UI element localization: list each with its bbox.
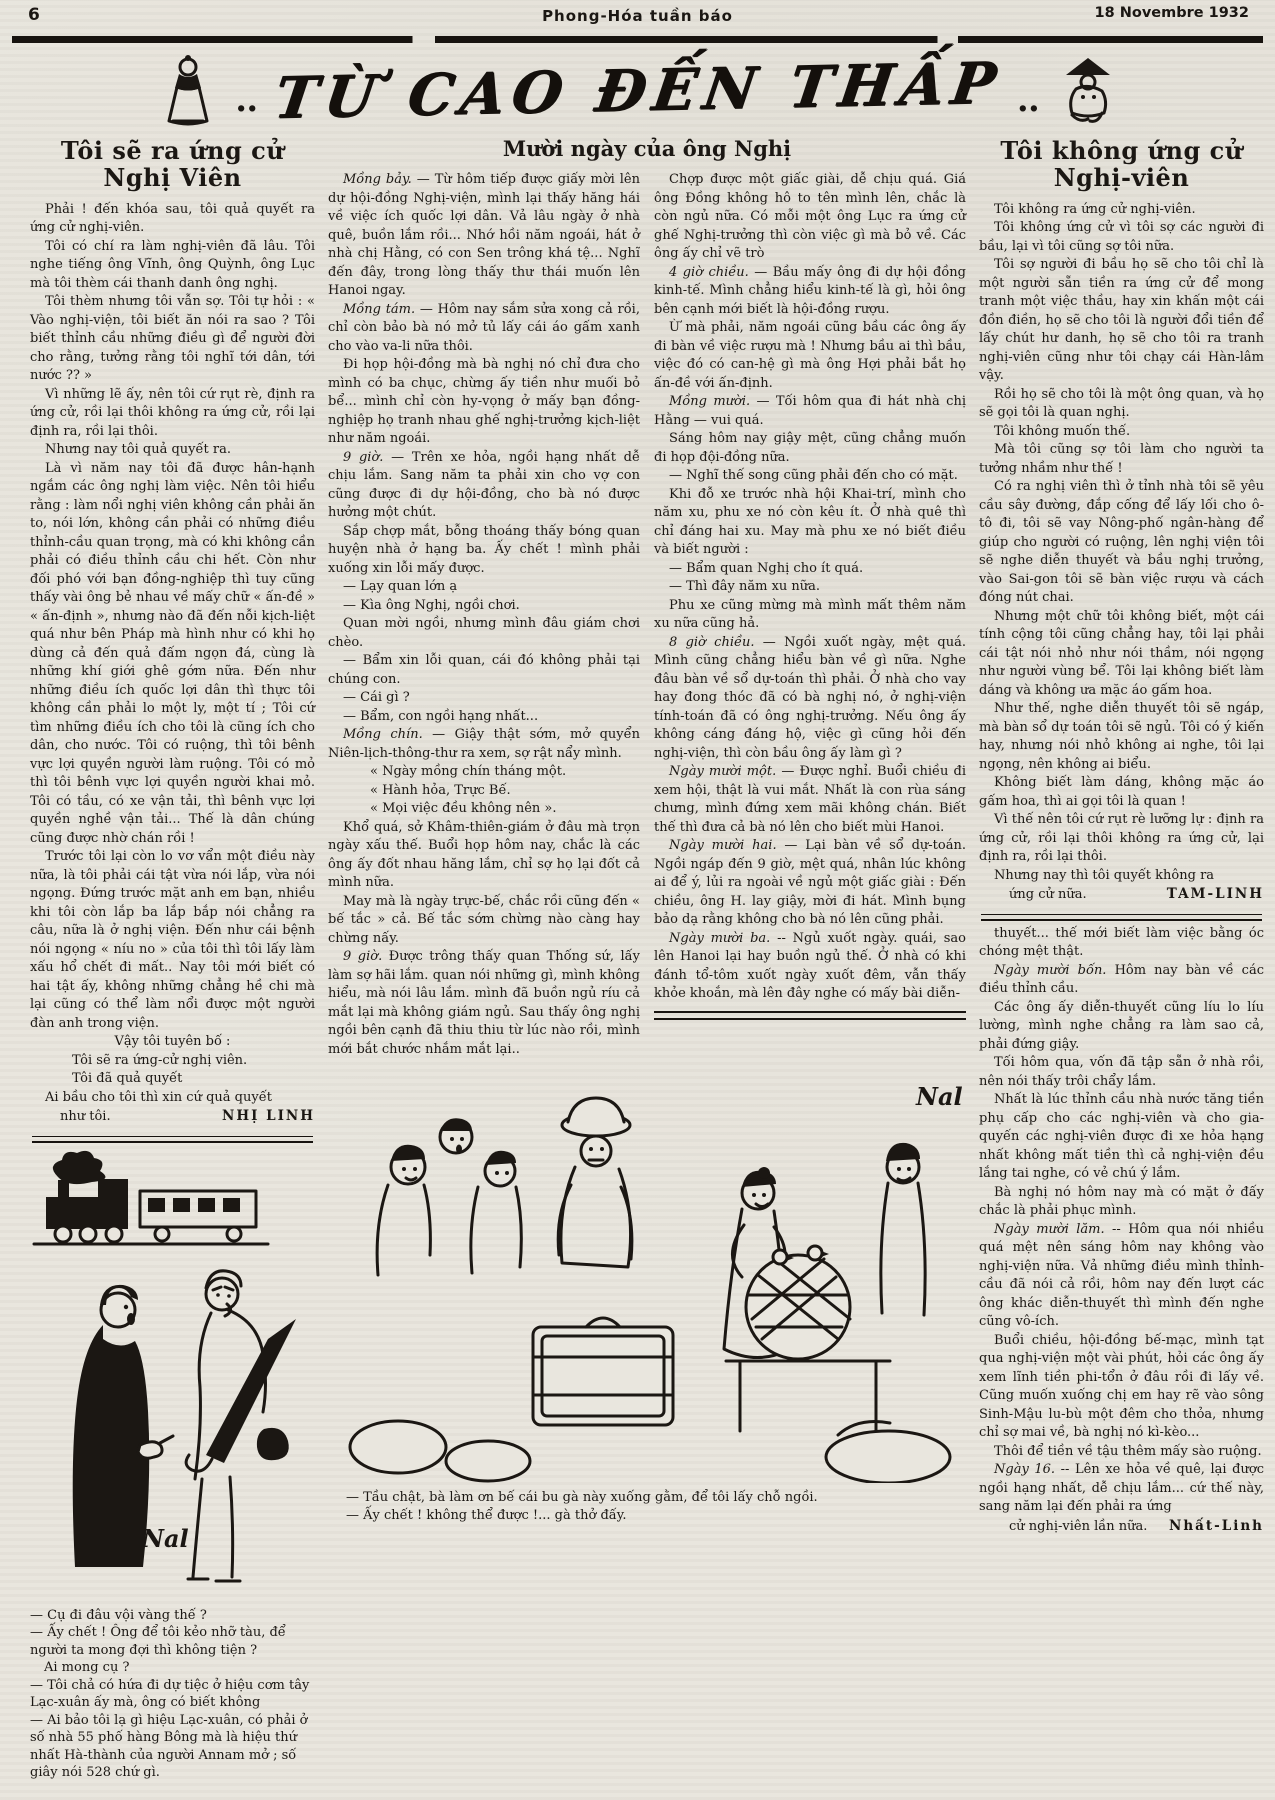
caption-line: — Ấy chết ! Ông để tôi kẻo nhỡ tàu, để người ta mong đợi thì không tiện ? (30, 1625, 286, 1658)
page-number: 6 (28, 5, 40, 25)
diary-entry: Ngày mười một. — Được nghỉ. Buổi chiều đi xem hội, thật là vui mắt. Nhất là con rùa sáng chưng, mình đứng xem mãi không chán. Biết thế thì đưa cả bà nó lên cho biết mùi Hanoi. (654, 764, 966, 835)
paragraph: Không biết làm dáng, không mặc áo gấm hoa, thì ai gọi tôi là quan ! (979, 775, 1264, 809)
paragraph: Tôi thèm nhưng tôi vẫn sợ. Tôi tự hỏi : « Vào nghị-viện, tôi biết ăn nói ra sao ? Tôi biết thỉnh cầu những điều gì để người đời cho rằng, tưởng rằng tôi nghĩ tới dân, tới nước ?? » (30, 294, 315, 384)
diary-entry: Khi đỗ xe trước nhà hội Khai-trí, mình cho năm xu, phu xe nó còn kêu ít. Ở nhà quê thì chỉ đáng hai xu. May mà phu xe nó biết điều và biết người : (654, 486, 966, 557)
diary-entry: — Cái gì ? (343, 690, 410, 705)
paragraph: Phải ! đến khóa sau, tôi quả quyết ra ứng cử nghị-viên. (30, 201, 315, 236)
paragraph-tail: như tôi. (60, 1109, 111, 1125)
paragraph: Tôi không ứng cử vì tôi sợ các người đi bầu, lại vì tôi cũng sợ tôi nữa. (979, 220, 1264, 254)
middle-text-columns (328, 171, 966, 1059)
caption-line: — Tôi chả có hứa đi dự tiệc ở hiệu cơm tây Lạc-xuân ấy mà, ông có biết không (30, 1677, 310, 1711)
left-article-title (30, 138, 315, 192)
paragraph: Rồi họ sẽ cho tôi là một ông quan, và họ sẽ gọi tôi là quan nghị. (979, 386, 1264, 421)
paragraph: Tôi không ra ứng cử nghị-viên. (994, 201, 1196, 217)
section-divider (32, 1136, 313, 1143)
diary-entry: Đi họp hội-đồng mà bà nghị nó chỉ đưa cho mình có ba chục, chừng ấy tiền như muối bỏ bể... mình chỉ còn hy-vọng ở mấy bạn đồng-nghiệp họ tranh nhau ghế nghị-trưởng kịch-liệt như năm ngoái. (328, 357, 640, 446)
author-signature: Nhất-Linh (1169, 1517, 1264, 1534)
diary-entry: 9 giờ. Được trông thấy quan Thống sứ, lấy làm sợ hãi lắm. quan nói những gì, mình không hiểu, mà nói lâu lắm. mình đã buồn ngủ ríu cả mắt lại mà không giám ngủ. Sau thấy ông nghị ngồi bên cạnh đã thiu thiu từ lúc nào rồi, mình mới bắt chước nhắm mắt lại.. (328, 949, 640, 1057)
diary-entry: « Hành hỏa, Trực Bế. (370, 782, 511, 798)
paragraph-tail: ứng cử nữa. (1009, 887, 1087, 903)
caption-line: — Ai bảo tôi lạ gì hiệu Lạc-xuân, có phải ở số nhà 55 phố hàng Bông mà là hiệu thứ nhất Hà-thành của người Annam mở ; số giây nói 528 chứ gì. (30, 1712, 308, 1781)
diary-entry: Tối hôm qua, vốn đã tập sẵn ở nhà rồi, nên nói thấy trôi chẩy lắm. (979, 1055, 1264, 1089)
section-divider (981, 914, 1262, 921)
title-line: Nghị Viên (103, 162, 242, 192)
middle-subcolumn-1 (328, 171, 640, 1059)
diary-entry: thuyết... thế mới biết làm việc bằng óc chóng mệt thật. (979, 925, 1264, 960)
banner-right-figure-illustration (1058, 55, 1118, 125)
diary-entry: Ngày mười bốn. Hôm nay bàn về các điều thỉnh cầu. (979, 962, 1264, 997)
diary-entry: — Nghĩ thế song cũng phải đến cho có mặt. (669, 468, 958, 483)
diary-entry: Chợp được một giấc giài, dễ chịu quá. Giá ông Đồng không hô to tên mình lên, chắc là còn ngủ nữa. Có mỗi một ông Lục ra ứng cử ghế Nghị-trưởng thì còn việc gì mà bỏ về. Các ông ấy chỉ vẽ trò (654, 172, 966, 261)
diary-entry: — Bẩm xin lỗi quan, cái đó không phải tại chúng con. (328, 653, 640, 687)
middle-article (328, 136, 966, 1782)
diary-entry: Ừ mà phải, năm ngoái cũng bầu các ông ấy đi bàn về việc rượu mà ! Nhưng bầu ai thì bầu, việc đó có can-hệ gì mà ông Hợi phải bắt họ ấn-đề với ấn-định. (654, 320, 966, 391)
middle-cartoon-illustration (328, 1075, 966, 1483)
diary-entry: Sáng hôm nay giậy mệt, cũng chẳng muốn đi họp đội-đồng nữa. (654, 431, 966, 465)
paragraph: Như thế, nghe diễn thuyết tôi sẽ ngáp, mà bàn sổ dự toán tôi sẽ ngủ. Tôi có ý kiến hay, nhưng nói nhỏ không ai nghe, tôi lại ngọng, nên không ai biểu. (979, 701, 1264, 772)
cartoon-signature: Nal (142, 1523, 189, 1553)
signature-line (979, 1517, 1264, 1537)
diary-entry: — Lạy quan lớn ạ (343, 579, 458, 594)
feature-banner (0, 48, 1275, 132)
paragraph: Nhưng nay tôi quả quyết ra. (45, 442, 231, 458)
signature-line (30, 1107, 315, 1127)
diary-entry: « Ngày mồng chín tháng một. (370, 764, 567, 779)
column-end-rule (654, 1011, 966, 1020)
paragraph: Trước tôi lại còn lo vơ vẩn một điều này nữa, là tôi phải cái tật vừa nói lắp, vừa nói ngọng. Đứng trước mặt anh em bạn, nhiều khi tôi còn lắp ba lắp bắp nói chẳng ra câu, nữa là ở nghị viện. Đến như cái bệnh nói ngọng « níu no » của tôi thì tôi lấy làm xấu hổ chết đi mất.. Nay tôi mới biết có hai tật ấy, không những chẳng hề chi mà lại cũng có thể làm nổi được một người đàn anh trong viện. (30, 849, 315, 1031)
left-cartoon-illustration (30, 1147, 315, 1599)
middle-article-title: Mười ngày của ông Nghị (502, 136, 792, 161)
diary-entry: Ngày mười ba. -- Ngủ xuốt ngày. quái, sao lên Hanoi lại hay buồn ngủ thế. Ở nhà có khi đánh tổ-tôm xuốt ngày xuốt đêm, vẫn thấy khỏe khoắn, mà lên đây nghe có mấy bài diễn- (654, 930, 966, 1001)
declaration-line: Tôi sẽ ra ứng-cử nghị viên. (72, 1052, 248, 1068)
author-signature: TAM-LINH (1166, 886, 1264, 903)
diary-entry: — Bẩm quan Nghị cho ít quá. (669, 560, 864, 576)
cartoon-signature: Nal (916, 1082, 963, 1111)
diary-entry: Mồng mười. — Tối hôm qua đi hát nhà chị Hằng — vui quá. (654, 394, 966, 428)
diary-entry: Mồng bảy. — Từ hôm tiếp được giấy mời lên dự hội-đồng Nghị-viện, mình lại thấy hăng hái về việc ích quốc lợi dân. Vả lâu ngày ở nhà quê, buồn lắm rồi... Nhớ hồi năm ngoái, hát ở nhà chị Hằng, có con Sen trông khá tệ... Nghĩ đến đây, trong lòng thấy thư thái muốn lên Hanoi ngay. (328, 172, 640, 298)
diary-entry: Ngày mười hai. — Lại bàn về sổ dự-toán. Ngồi ngáp đến 9 giờ, mệt quá, nhân lúc không ai để ý, lủi ra ngoài về ngủ một giấc giài : Đến chiều, ông H. lay giậy, mời đi hát. Mình bụng bảo dạ rằng không cho bà nó lên cũng phải. (654, 838, 966, 927)
banner-dots-left: ‥ (235, 80, 261, 120)
diary-entry: May mà là ngày trực-bế, chắc rồi cũng đến « bế tắc » cả. Bế tắc sớm chừng nào càng hay chừng nấy. (328, 893, 640, 946)
diary-entry: 8 giờ chiều. — Ngồi xuốt ngày, mệt quá. Mình cũng chẳng hiểu bàn về gì nữa. Nghe đâu bàn về sổ dự-toán thì phải. Ở nhà cho vay hay đong thóc đã có bà nghị nó, ở nghị-viện tính-toán đã có ông nghị-trưởng. Nếu ông ấy không cáng đáng hộ, việc gì cũng hỏi đến nghị-viện, thì còn bầu ông ấy làm gì ? (654, 634, 966, 761)
left-article (30, 136, 315, 1782)
paragraph: Nhưng nay thì tôi quyết không ra (994, 867, 1215, 883)
diary-entry: — Thì đây năm xu nữa. (669, 579, 821, 594)
declaration-line: Vậy tôi tuyên bố : (114, 1034, 231, 1050)
diary-entry: « Mọi việc đều không nên ». (370, 801, 557, 816)
author-signature: NHỊ LINH (221, 1108, 315, 1125)
paragraph: Là vì năm nay tôi đã được hân-hạnh ngắm các ông nghị làm việc. Nên tôi hiểu rằng : làm nổi nghị viên không cần phải ăn to, nói lớn, không cần phải có những điều thỉnh-cầu quan trọng, mà có khi không cần phải có điều thỉnh cầu chi hết. Còn như đối phó với bạn đồng-nghiệp thì tuy cũng thấy vài ông bẻ nhau về mấy chữ « ấn-đề » « ấn-định », nhưng nào đã đến nỗi kịch-liệt quá như bên Pháp mà hình như có khi họ dùng cả đến quả đấm ngọn đá, cùng là những khí giới ghê gớm nữa. Đến như những điều ích quốc lợi dân thì thực tôi không cần phải lo một ly, một tí ; Tôi cứ tìm những điều ích cho tôi là cũng ích cho dân, cho nước. Tôi có ruộng, thì tôi bênh vực lợi quyền người làm ruộng. Tôi có mỏ thì tôi bênh vực lợi quyền người khai mỏ. Tôi có tầu, có xe vận tải, thì bênh vực lợi quyền nghề vận tải... Thế là dân chúng cũng được nhờ chán rồi ! (30, 460, 315, 846)
diary-entry: Ngày mười lăm. -- Hôm qua nói nhiều quá mệt nên sáng hôm nay không vào nghị-viện nữa. Vả những điều mình thỉnh-cầu đã nói cả rồi, hôm nay đến lượt các ông khác diễn-thuyết thì mình đến nghe cũng vô-ích. (979, 1221, 1264, 1330)
paragraph: Vì thế nên tôi cứ rụt rè lưỡng lự : định ra ứng cử, rồi lại thôi không ra ứng cử, lại định ra, rồi lại thôi. (979, 812, 1264, 865)
title-line: Tôi không ứng cử (1000, 136, 1243, 165)
paragraph: Mà tôi cũng sợ tôi làm cho người ta tưởng nhầm như thế ! (979, 442, 1264, 476)
diary-entry: Các ông ấy diễn-thuyết cũng líu lo líu lường, mình nghe chẳng ra làm sao cả, phải đứng giậy. (979, 999, 1264, 1052)
masthead (0, 5, 1275, 31)
title-line: Tôi sẽ ra ứng cử (60, 136, 285, 165)
left-cartoon-caption (30, 1607, 315, 1782)
paragraph: Ai bầu cho tôi thì xin cứ quả quyết (45, 1089, 272, 1105)
declaration-line: Tôi đã quả quyết (72, 1071, 183, 1087)
issue-date: 18 Novembre 1932 (1094, 5, 1249, 21)
paragraph: Tôi có chí ra làm nghị-viên đã lâu. Tôi nghe tiếng ông Vĩnh, ông Quỳnh, ông Lục mà tôi thèm cái thanh danh ông nghị. (30, 238, 315, 291)
diary-entry: 9 giờ. — Trên xe hỏa, ngồi hạng nhất dễ chịu lắm. Sang năm ta phải xin cho vợ con cũng được đi dự hội-đồng, cho bà nó được hưởng một chút. (328, 449, 641, 520)
diary-entry: 4 giờ chiều. — Bầu mấy ông đi dự hội đồng kinh-tế. Mình chẳng hiểu kinh-tế là gì, hỏi ông bên cạnh mới biết là hội-đồng rượu. (654, 264, 966, 317)
paragraph: Nhưng một chữ tôi không biết, một cái tính cộng tôi cũng chẳng hay, tôi lại phải cái tật nói nhỏ như nói thầm, nói ngọng như người vùng bể. Tôi lại không biết làm dáng và không ưa mặc áo gấm hoa. (979, 608, 1264, 698)
middle-subcolumn-2 (654, 171, 966, 1059)
right-article-title (979, 138, 1264, 192)
signature-line (979, 885, 1264, 905)
paragraph: Tôi sợ người đi bầu họ sẽ cho tôi chỉ là một người sẵn tiền ra ứng cử để mong tranh một việc thầu, hay xin khấn một cái đồn điền, họ sẽ cho tôi là người đổi tiền để lấy chút hư danh, họ sẽ cho tôi ra tranh nghị-viên cũng như tôi chạy cái Hàn-lâm vậy. (979, 257, 1264, 384)
diary-entry: Ngày 16. -- Lên xe hỏa về quê, lại được ngồi hạng nhất, dễ chịu lắm... cứ thế này, sang năm lại đến phải ra ứng (979, 1462, 1264, 1515)
title-line: Nghị-viên (1053, 162, 1190, 192)
middle-cartoon-caption (346, 1489, 966, 1524)
caption-line: — Cụ đi đâu vội vàng thế ? (30, 1607, 207, 1623)
paragraph-tail: cử nghị-viên lần nữa. (1009, 1518, 1148, 1534)
paragraph: Vì những lẽ ấy, nên tôi cứ rụt rè, định ra ứng cử, rồi lại thôi không ra ứng cử, rồi lại định ra, rồi lại thôi. (30, 386, 315, 439)
masthead-title: Phong-Hóa tuần báo (542, 7, 733, 25)
diary-entry: Khổ quá, sở Khâm-thiên-giám ở đâu mà trọn ngày xấu thế. Buổi họp hôm nay, chắc là các ông ấy đốt nhau hăng lắm, chỉ sợ họ lại đốt cả mình nữa. (328, 819, 640, 890)
diary-entry: Nhất là lúc thỉnh cầu nhà nước tăng tiền phụ cấp cho các nghị-viên và cho gia-quyến các nghị-viên được đi xe hỏa hạng nhất không mất tiền thì cả nghị-viện đều lắng tai nghe, có vẻ chú ý lắm. (979, 1092, 1264, 1182)
diary-entry: — Kìa ông Nghị, ngồi chơi. (343, 597, 520, 613)
diary-entry: Quan mời ngồi, nhưng mình đâu giám chơi chèo. (328, 616, 640, 650)
banner-left-figure-illustration (157, 54, 219, 126)
banner-dots-right: ‥ (1016, 80, 1042, 120)
diary-entry: Bà nghị nó hôm nay mà có mặt ở đấy chắc là phải phục mình. (979, 1184, 1264, 1219)
article-columns (30, 136, 1264, 1782)
diary-entry: — Bẩm, con ngồi hạng nhất... (343, 708, 539, 724)
diary-entry: Buổi chiều, hội-đồng bế-mạc, mình tạt qua nghị-viện một vài phút, hỏi các ông ấy xem lĩnh tiền phi-tổn ở đâu rồi đi lấy về. Cũng muốn xuống chị em hay rẽ vào sông Sinh-Mậu lu-bù một đêm cho thỏa, nhưng chỉ sợ mai về, bà nghị nó kì-kèo... (979, 1332, 1264, 1441)
paragraph: Tôi không muốn thế. (994, 423, 1131, 439)
caption-line: — Tầu chật, bà làm ơn bế cái bu gà này xuống gằm, để tôi lấy chỗ ngồi. (346, 1490, 818, 1505)
diary-entry: Thôi để tiền về tậu thêm mấy sào ruộng. (994, 1443, 1262, 1459)
caption-line: — Ấy chết ! không thể được !... gà thở đấy. (346, 1507, 627, 1523)
paragraph: Có ra nghị viên thì ở tỉnh nhà tôi sẽ yêu cầu sây đường, đắp cống để lấy lối cho ô-tô đi, tôi sẽ vay Nông-phố ngân-hàng để giúp cho người có ruộng, lên nghị viện tôi sẽ nghe diễn thuyết và bầu nghị trưởng, vào Sai-gon tôi sẽ bàn việc rượu và cách đóng nút chai. (979, 479, 1264, 606)
diary-entry: Mồng tám. — Hôm nay sắm sửa xong cả rồi, chỉ còn bảo bà nó mở tủ lấy cái áo gấm xanh cho vào va-li nữa thôi. (328, 301, 640, 354)
diary-entry: Mồng chín. — Giậy thật sớm, mở quyển Niên-lịch-thông-thư ra xem, sợ rật nẩy mình. (328, 727, 640, 761)
right-article (979, 136, 1264, 1782)
banner-title: TỪ CAO ĐẾN THẤP (270, 48, 1007, 132)
caption-line: Ai mong cụ ? (44, 1660, 130, 1676)
header-rule (12, 36, 1263, 43)
diary-entry: Sắp chợp mắt, bỗng thoáng thấy bóng quan huyện nhà ở hạng ba. Ấy chết ! mình phải xuống xin lỗi mấy được. (328, 523, 640, 576)
diary-entry: Phu xe cũng mừng mà mình mất thêm năm xu nữa cũng hả. (654, 597, 966, 631)
